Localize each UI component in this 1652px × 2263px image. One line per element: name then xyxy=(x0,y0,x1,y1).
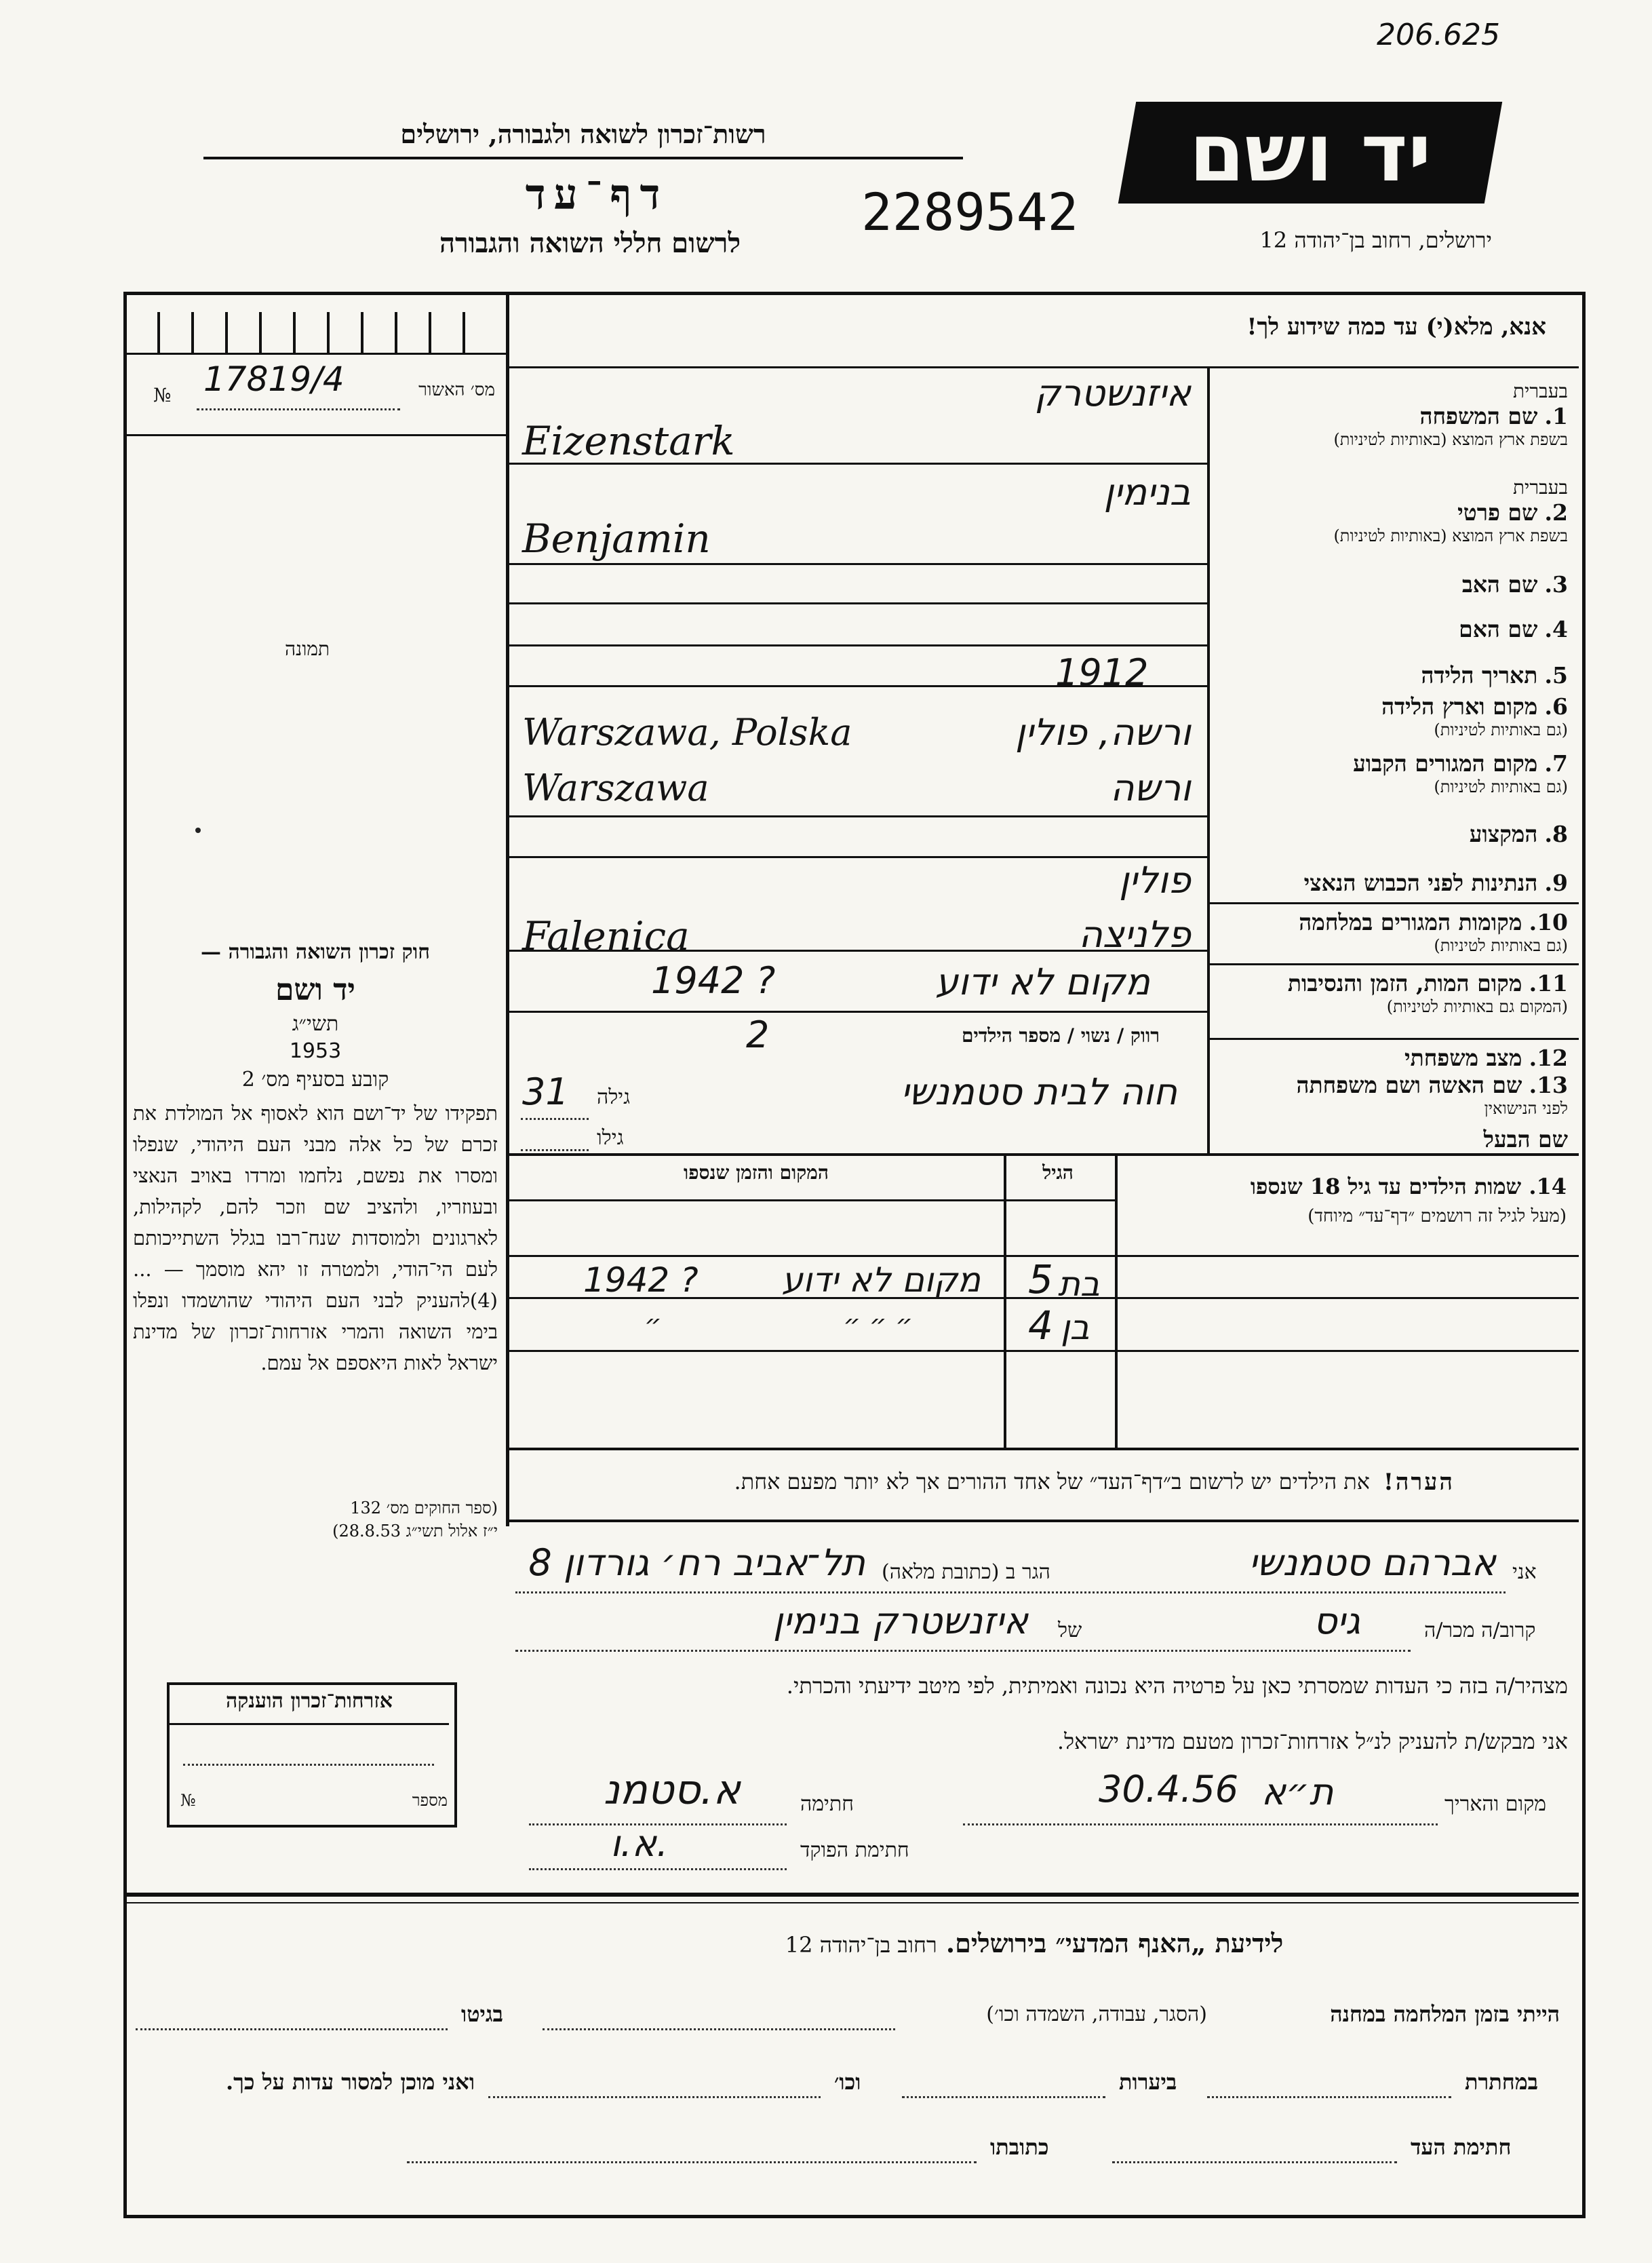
declaration-request: אני מבקש/ת להעניק לנ״ל אזרחות־זכרון מטעם מדינת ישראל. xyxy=(1057,1728,1568,1754)
declaration-line-2 xyxy=(515,1650,1411,1652)
rule xyxy=(509,1011,1207,1013)
info-line3-address: כתובתו xyxy=(990,2134,1049,2160)
value-wife-name: חוה לבית סטמנשי xyxy=(901,1070,1177,1113)
field-given-label: שם פרטי xyxy=(1457,499,1538,526)
memorial-number-symbol: № xyxy=(180,1791,196,1810)
column-divider xyxy=(506,292,509,1526)
field-wartime-sub: (גם באותיות לטיניות) xyxy=(1434,936,1568,955)
field-surname-sub: בשפת ארץ המוצא (באותיות לטיניות) xyxy=(1333,430,1568,449)
approval-tick xyxy=(191,312,194,353)
field-death xyxy=(1215,970,1568,1017)
value-birthplace-latin: Warszawa, Polska xyxy=(522,711,852,754)
law-source-date: י״ז אלול תשי״ג 28.8.53) xyxy=(332,1522,498,1541)
approval-tick xyxy=(327,312,330,353)
field-birth-date-number: 5. xyxy=(1544,662,1568,689)
photo-box-top xyxy=(127,434,506,436)
photo-corner-mark xyxy=(195,828,201,833)
field-given-name xyxy=(1215,476,1568,546)
info-title-text: לידיעת „האנף המדעי״ בירושלים. xyxy=(945,1928,1284,1958)
field-birthplace-label: מקום וארץ הלידה xyxy=(1381,693,1538,720)
law-year: 1953 xyxy=(289,1039,342,1063)
value-children-count: 2 xyxy=(746,1013,770,1056)
officer-signature: א.ו. xyxy=(610,1822,669,1865)
field-wartime-number: 10. xyxy=(1529,909,1568,935)
info-line1-camp-blank xyxy=(543,2028,895,2030)
approval-tick xyxy=(395,312,397,353)
field-father xyxy=(1215,571,1568,598)
place-date-label: מקום והאריך xyxy=(1444,1792,1547,1816)
field-birth-date xyxy=(1215,662,1568,689)
info-line2-testimony: ואני מוכן למסור עדות על כך. xyxy=(225,2069,475,2095)
memorial-citizenship-title: אזרחות־זכרון הוענקה xyxy=(225,1689,393,1713)
field-mother xyxy=(1215,616,1568,643)
field-given-number: 2. xyxy=(1544,499,1568,526)
husband-age-label: גילו xyxy=(597,1126,624,1150)
info-line2-forests-blank xyxy=(902,2096,1105,2098)
rule xyxy=(509,644,1207,646)
child-1-year: 1942 ? xyxy=(583,1260,699,1300)
field-death-label: מקום המות, הזמן והנסיבות xyxy=(1287,970,1522,997)
declaration-resides-label: הגר ב (כתובת מלאה) xyxy=(882,1560,1050,1584)
value-nationality: פולין xyxy=(1119,859,1191,902)
field-husband-label: שם הבעל xyxy=(1483,1126,1568,1153)
children-note: (מעל לגיל זה רושמים ״דף־עד״ מיוחד) xyxy=(1307,1206,1567,1226)
law-title: חוק זכרון השואה והגבורה — xyxy=(201,940,430,964)
approval-number-symbol: № xyxy=(153,384,172,406)
info-line2-underground-blank xyxy=(1207,2096,1451,2098)
field-marital-number: 12. xyxy=(1529,1045,1568,1071)
form-number: 2289542 xyxy=(861,182,1079,242)
rule xyxy=(1210,1038,1579,1040)
approval-label: מס׳ האשור xyxy=(418,380,495,400)
husband-age-line xyxy=(521,1149,589,1151)
memorial-number-label: מספר xyxy=(412,1791,448,1810)
approval-tick xyxy=(361,312,363,353)
witness-relation: גיס xyxy=(1313,1600,1360,1642)
date-value: 30.4.56 xyxy=(1099,1768,1239,1811)
field-death-number: 11. xyxy=(1529,970,1568,997)
law-source xyxy=(133,1496,498,1543)
field-residence xyxy=(1215,750,1568,797)
memorial-title-rule xyxy=(170,1723,449,1725)
child-1-age: 5 xyxy=(1028,1256,1053,1302)
field-wife xyxy=(1215,1072,1568,1119)
field-surname-number: 1. xyxy=(1544,403,1568,429)
approval-tick xyxy=(225,312,228,353)
field-nationality-label: הנתינות לפני הכבוש הנאצי xyxy=(1303,870,1538,896)
field-birth-date-label: תאריך הלידה xyxy=(1421,662,1538,689)
info-line1-camp: הייתי בזמן המלחמה במחנה xyxy=(1330,2001,1560,2027)
declaration-relation-label: קרוב/ה מכר/ה xyxy=(1424,1619,1536,1642)
field-surname-hebrew-note: בעברית xyxy=(1512,380,1568,402)
witness-signature: א.סטמנ xyxy=(604,1766,741,1814)
rule xyxy=(509,1153,1579,1156)
value-given-latin: Benjamin xyxy=(522,516,711,562)
officer-signature-line xyxy=(529,1868,787,1870)
field-profession-number: 8. xyxy=(1544,821,1568,847)
children-title: 14. שמות הילדים עד גיל 18 שנספו xyxy=(1250,1174,1567,1199)
law-text: תפקידו של יד־ושם הוא לאסוף אל המולדת את זכרם של כל אלה מבני העם היהודי, שנפלו ומסרו את נפשם, נלחמו ומרדו באויב הנאצי ובעוזריו, ולהציב שם וזכר להם, לקהילות, לארגונים ולמוסדות שנח־רבו בגלל השתייכותם לעם הי־הודי, ולמטרה זו יהא מוסמך — ...(4)להעניק לבני העם היהודי שהושמדו ונפלו בימי השואה והמרי אזרחות־זכרון של מדינת ישראל לאות היאספם אל עמם. xyxy=(133,1102,498,1374)
form-instructions: אנא, מלא(י) עד כמה שידוע לך! xyxy=(1246,313,1546,341)
place-value: ת״א xyxy=(1261,1771,1334,1813)
info-line3-witness-signature: חתימת העד xyxy=(1411,2134,1512,2160)
child-2-name: בן xyxy=(1061,1308,1090,1347)
witness-address: תל־אביב רח׳ גורדון 8 xyxy=(528,1541,865,1584)
wife-age-line xyxy=(521,1118,589,1120)
authority-title: רשות־זכרון לשואה ולגבורה, ירושלים xyxy=(203,119,963,159)
value-surname-latin: Eizenstark xyxy=(522,418,735,464)
header-address: ירושלים, רחוב בן־יהודה 12 xyxy=(1259,227,1492,253)
value-surname-hebrew: איזנשטרק xyxy=(1034,372,1191,414)
signature-label: חתימה xyxy=(800,1792,854,1816)
info-line2-etc-blank xyxy=(488,2096,821,2098)
approval-tick xyxy=(259,312,262,353)
field-wife-label: שם האשה ושם משפחתה xyxy=(1296,1072,1522,1098)
wife-age-label: גילה xyxy=(597,1085,631,1109)
info-line1-types: (הסגר, עבודה, השמדה וכו׳) xyxy=(986,2003,1207,2026)
note-text: את הילדים יש לרשום ב״דף־העד״ של אחד ההורים אך לא יותר מפעם אחת. xyxy=(734,1469,1370,1494)
approval-tick xyxy=(463,312,465,353)
approval-tick xyxy=(157,312,160,353)
value-residence-latin: Warszawa xyxy=(522,767,709,809)
child-2-place: ״ ״ ״ xyxy=(843,1309,913,1340)
value-birthplace-hebrew: ורשה, פולין xyxy=(1015,711,1191,754)
archive-number: 206.625 xyxy=(1377,18,1500,52)
rule xyxy=(509,815,1207,817)
info-double-rule xyxy=(127,1902,1579,1903)
info-title xyxy=(515,1928,1553,1959)
info-line1-ghetto-blank xyxy=(136,2028,448,2030)
marital-options: רווק / נשוי / מספר הילדים xyxy=(961,1024,1160,1047)
approval-tick xyxy=(429,312,431,353)
children-head-place: המקום והזמן שנספו xyxy=(684,1161,829,1184)
field-wife-number: 13. xyxy=(1529,1072,1568,1098)
field-residence-label: מקום המגורים הקבוע xyxy=(1353,750,1538,777)
field-surname xyxy=(1215,380,1568,450)
officer-signature-label: חתימת הפוקד xyxy=(800,1838,909,1862)
field-marital-label: מצב משפחתי xyxy=(1404,1045,1522,1071)
approval-number: 17819/4 xyxy=(203,360,345,399)
declaration-statement: מצהיר/ה בזה כי העדות שמסרתי כאן על פרטיה היא נכונה ואמיתית, לפי מיטב ידיעתי והכרתי. xyxy=(786,1673,1568,1699)
children-head-rule xyxy=(509,1199,1118,1201)
value-wartime-hebrew: פלניצה xyxy=(1078,913,1191,956)
photo-label: תמונה xyxy=(285,638,330,660)
witness-name: אברהם סטמנשי xyxy=(1248,1541,1496,1584)
field-nationality-number: 9. xyxy=(1544,870,1568,896)
value-wife-age: 31 xyxy=(522,1070,569,1113)
field-husband xyxy=(1215,1126,1568,1153)
field-mother-label: שם האם xyxy=(1459,616,1538,642)
law-year-hebrew: תשי״ג xyxy=(292,1012,339,1036)
note-rule xyxy=(506,1520,1579,1522)
law-logo: יד ושם xyxy=(275,973,355,1007)
info-line3-address-blank xyxy=(407,2161,977,2163)
field-given-sub: בשפת ארץ המוצא (באותיות לטיניות) xyxy=(1333,526,1568,545)
child-2-age: 4 xyxy=(1028,1302,1053,1349)
field-given-hebrew-note: בעברית xyxy=(1512,476,1568,499)
info-line2-underground: במחתרת xyxy=(1465,2069,1539,2095)
field-profession-label: המקצוע xyxy=(1469,821,1538,847)
rule xyxy=(509,856,1207,858)
value-wartime-latin: Falenica xyxy=(522,913,690,959)
field-nationality xyxy=(1215,870,1568,897)
place-date-line xyxy=(963,1823,1438,1825)
child-2-year: ״ xyxy=(644,1309,662,1340)
info-line2-etc: וכו׳ xyxy=(834,2069,861,2095)
value-birth-year: 1912 xyxy=(1055,651,1149,694)
approval-line xyxy=(197,408,400,410)
children-rule xyxy=(509,1350,1579,1352)
approval-tick xyxy=(293,312,296,353)
value-death-year: 1942 ? xyxy=(651,959,776,1002)
field-wartime-residence xyxy=(1215,909,1568,956)
value-death-place: מקום לא ידוע xyxy=(935,961,1150,1003)
yad-vashem-logo-text: יד ושם xyxy=(1189,106,1432,199)
field-mother-number: 4. xyxy=(1544,616,1568,642)
info-address: רחוב בן־יהודה 12 xyxy=(785,1932,937,1958)
info-line1-ghetto: בגיטו xyxy=(461,2001,503,2027)
info-line3-signature-blank xyxy=(1112,2161,1397,2163)
info-line2-forests: ביערות xyxy=(1119,2069,1177,2095)
form-title: דף־עד xyxy=(525,170,669,219)
value-given-hebrew: בנימין xyxy=(1103,471,1191,514)
children-table-bottom xyxy=(509,1448,1579,1450)
rule xyxy=(509,602,1207,604)
field-marital xyxy=(1215,1045,1568,1072)
value-residence-hebrew: ורשה xyxy=(1110,767,1191,809)
label-divider xyxy=(1207,366,1210,1153)
field-birthplace-sub: (גם באותיות לטיניות) xyxy=(1434,720,1568,739)
law-clause: קובע בסעיף מס׳ 2 xyxy=(241,1068,389,1091)
declaration-i-label: אני xyxy=(1512,1560,1537,1584)
field-wartime-label: מקומות המגורים במלחמה xyxy=(1299,909,1522,935)
note-label: הערה! xyxy=(1383,1469,1455,1496)
info-double-rule xyxy=(127,1893,1579,1897)
field-birthplace xyxy=(1215,693,1568,740)
approval-rule xyxy=(127,353,506,355)
declaration-line-1 xyxy=(515,1591,1506,1593)
rule xyxy=(509,563,1207,565)
child-1-name: בת xyxy=(1058,1264,1100,1304)
field-wife-sub: לפני הנישואין xyxy=(1484,1099,1568,1118)
field-father-number: 3. xyxy=(1544,571,1568,598)
rule xyxy=(1210,963,1579,965)
field-residence-sub: (גם באותיות לטיניות) xyxy=(1434,777,1568,796)
rule xyxy=(1210,902,1579,904)
deceased-name: איזנשטרק בנימין xyxy=(772,1600,1028,1642)
child-1-place: מקום לא ידוע xyxy=(781,1260,981,1300)
children-head-age: הגיל xyxy=(1042,1161,1074,1184)
memorial-line xyxy=(183,1764,434,1766)
form-subtitle: לרשום חללי השואה והגבורה xyxy=(439,227,741,259)
field-residence-number: 7. xyxy=(1544,750,1568,777)
field-surname-label: שם המשפחה xyxy=(1419,403,1538,429)
field-birthplace-number: 6. xyxy=(1544,693,1568,720)
field-father-label: שם האב xyxy=(1461,571,1538,598)
rule xyxy=(509,366,1579,368)
declaration-of-label: של xyxy=(1058,1619,1082,1642)
field-death-sub: (המקום גם באותיות לטיניות) xyxy=(1386,997,1568,1016)
field-profession xyxy=(1215,821,1568,848)
law-source-book: (ספר החוקים מס׳ 132 xyxy=(350,1498,498,1517)
